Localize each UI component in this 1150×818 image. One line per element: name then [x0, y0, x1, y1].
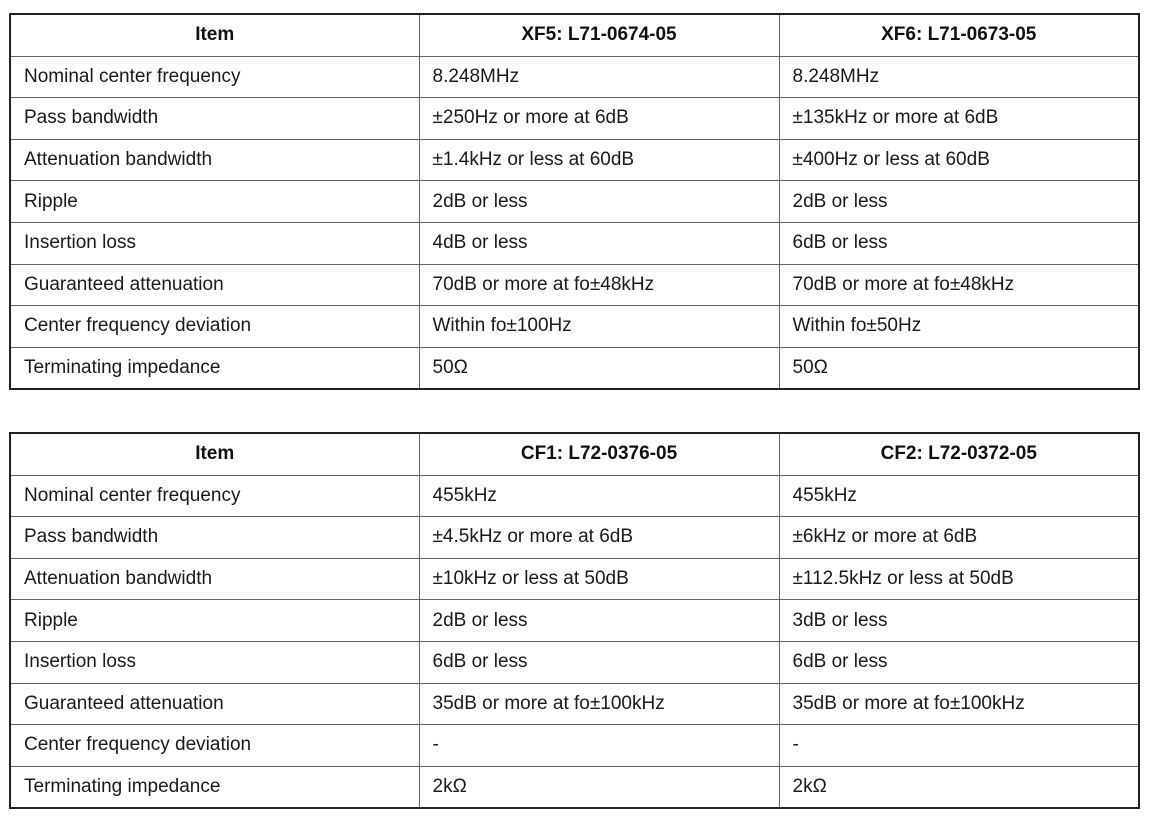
table-cell: 50Ω	[419, 347, 779, 389]
table-cell: 50Ω	[779, 347, 1139, 389]
table-row	[10, 347, 1139, 389]
table-cell: Within fo±50Hz	[779, 306, 1139, 348]
table-cell: ±250Hz or more at 6dB	[419, 98, 779, 140]
table-row	[10, 222, 1139, 264]
column-header-xf6: XF6: L71-0673-05	[779, 14, 1139, 56]
table-row	[10, 139, 1139, 181]
row-label: Ripple	[10, 181, 419, 223]
table-cell: 70dB or more at fo±48kHz	[779, 264, 1139, 306]
table-row	[10, 56, 1139, 98]
table-row	[10, 600, 1139, 642]
row-label: Attenuation bandwidth	[10, 139, 419, 181]
row-label: Attenuation bandwidth	[10, 558, 419, 600]
row-label: Guaranteed attenuation	[10, 683, 419, 725]
table-header-row	[10, 14, 1139, 56]
row-label: Ripple	[10, 600, 419, 642]
row-label: Insertion loss	[10, 222, 419, 264]
table-cell: 455kHz	[779, 475, 1139, 517]
table-cell: 6dB or less	[419, 641, 779, 683]
table-cell: ±112.5kHz or less at 50dB	[779, 558, 1139, 600]
table-cell: ±4.5kHz or more at 6dB	[419, 517, 779, 559]
table-cell: -	[779, 725, 1139, 767]
table-cell: 8.248MHz	[779, 56, 1139, 98]
column-header-item: Item	[10, 433, 419, 475]
table-cell: 455kHz	[419, 475, 779, 517]
table-row	[10, 766, 1139, 808]
table-cell: 6dB or less	[779, 641, 1139, 683]
row-label: Nominal center frequency	[10, 475, 419, 517]
table-cell: ±400Hz or less at 60dB	[779, 139, 1139, 181]
row-label: Terminating impedance	[10, 766, 419, 808]
table-cell: 35dB or more at fo±100kHz	[779, 683, 1139, 725]
table-cell: Within fo±100Hz	[419, 306, 779, 348]
table-cell: ±10kHz or less at 50dB	[419, 558, 779, 600]
filter-spec-table-cf	[9, 432, 1140, 809]
filter-spec-table-xf	[9, 13, 1140, 390]
table-row	[10, 475, 1139, 517]
row-label: Insertion loss	[10, 641, 419, 683]
table-row	[10, 181, 1139, 223]
row-label: Center frequency deviation	[10, 306, 419, 348]
column-header-cf1: CF1: L72-0376-05	[419, 433, 779, 475]
table-cell: 35dB or more at fo±100kHz	[419, 683, 779, 725]
table-cell: ±1.4kHz or less at 60dB	[419, 139, 779, 181]
table-cell: -	[419, 725, 779, 767]
row-label: Center frequency deviation	[10, 725, 419, 767]
column-header-item: Item	[10, 14, 419, 56]
column-header-cf2: CF2: L72-0372-05	[779, 433, 1139, 475]
table-row	[10, 683, 1139, 725]
table-cell: 2dB or less	[419, 600, 779, 642]
table-row	[10, 517, 1139, 559]
table-cell: 70dB or more at fo±48kHz	[419, 264, 779, 306]
table-cell: 2dB or less	[779, 181, 1139, 223]
table-cell: ±135kHz or more at 6dB	[779, 98, 1139, 140]
table-row	[10, 264, 1139, 306]
table-row	[10, 98, 1139, 140]
table-header-row	[10, 433, 1139, 475]
row-label: Nominal center frequency	[10, 56, 419, 98]
table-cell: 6dB or less	[779, 222, 1139, 264]
row-label: Guaranteed attenuation	[10, 264, 419, 306]
column-header-xf5: XF5: L71-0674-05	[419, 14, 779, 56]
table-row	[10, 641, 1139, 683]
table-cell: ±6kHz or more at 6dB	[779, 517, 1139, 559]
table-cell: 2kΩ	[419, 766, 779, 808]
row-label: Pass bandwidth	[10, 98, 419, 140]
table-row	[10, 725, 1139, 767]
table-cell: 2dB or less	[419, 181, 779, 223]
table-cell: 8.248MHz	[419, 56, 779, 98]
row-label: Terminating impedance	[10, 347, 419, 389]
row-label: Pass bandwidth	[10, 517, 419, 559]
table-cell: 2kΩ	[779, 766, 1139, 808]
table-row	[10, 558, 1139, 600]
table-cell: 3dB or less	[779, 600, 1139, 642]
table-cell: 4dB or less	[419, 222, 779, 264]
table-row	[10, 306, 1139, 348]
